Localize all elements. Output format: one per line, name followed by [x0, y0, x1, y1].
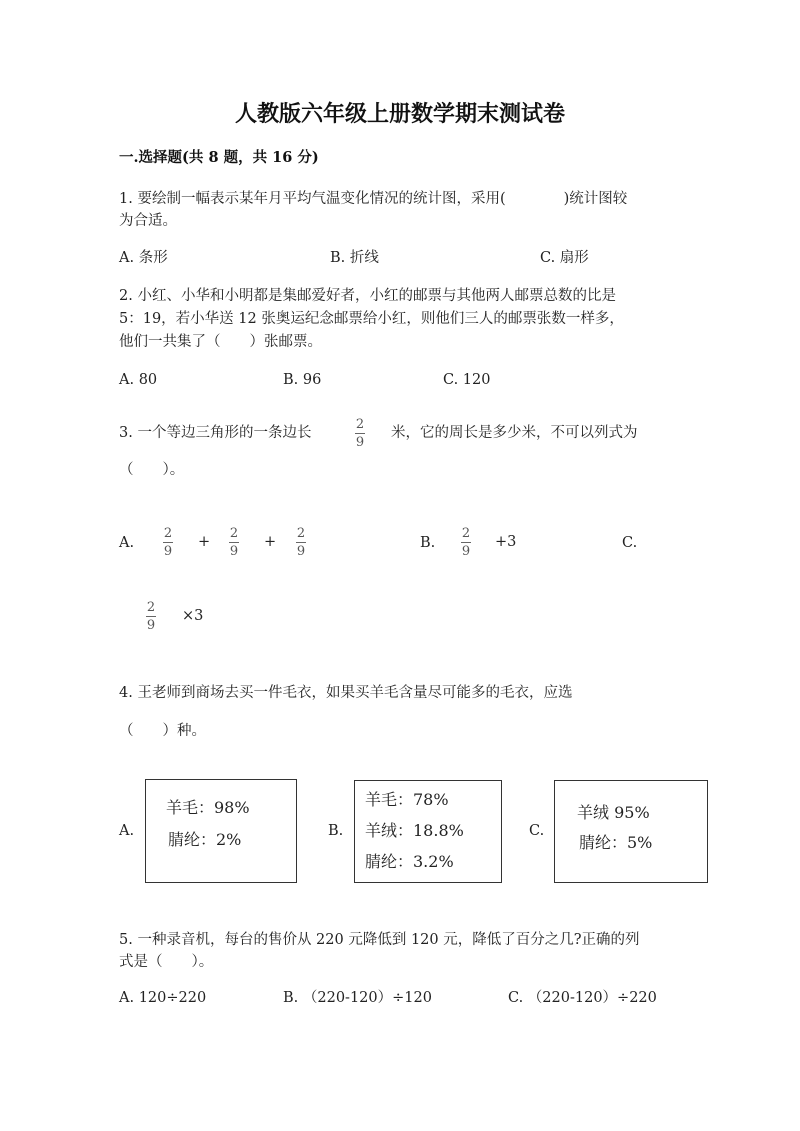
fraction: 2 9 — [296, 526, 306, 559]
fraction: 2 9 — [355, 417, 365, 450]
q4-option-c-box — [554, 780, 708, 883]
page-title: 人教版六年级上册数学期末测试卷 — [234, 101, 565, 127]
q2-option-a: A. 80 — [119, 372, 158, 388]
box-line: 羊绒：18.8% — [365, 821, 464, 840]
q3-option-c-tail: ×3 — [182, 608, 204, 624]
q2-option-b: B. 96 — [283, 372, 322, 388]
fraction: 2 9 — [229, 526, 239, 559]
q5-text: 式是（ ）。 — [119, 954, 214, 970]
q4-option-b-label: B. — [328, 823, 344, 839]
q4-option-a-label: A. — [119, 823, 135, 839]
box-line: 腈纶：2% — [168, 830, 242, 849]
q1-text: 为合适。 — [119, 213, 177, 229]
box-line: 羊绒 95% — [577, 803, 650, 822]
q1-option-a: A. 条形 — [119, 250, 168, 266]
q3-text: （ ）。 — [119, 462, 185, 478]
q2-text: 5：19，若小华送 12 张奥运纪念邮票给小红，则他们三人的邮票张数一样多， — [119, 311, 624, 327]
q3-option-a-label: A. — [119, 535, 135, 551]
plus-sign: + — [264, 534, 277, 550]
box-line: 腈纶：5% — [579, 833, 653, 852]
q4-text: （ ）种。 — [119, 723, 206, 739]
q2-text: 他们一共集了（ ）张邮票。 — [119, 334, 322, 350]
q3-text: 3. 一个等边三角形的一条边长 — [119, 425, 312, 441]
q3-option-c-label: C. — [622, 535, 638, 551]
box-line: 羊毛：78% — [365, 790, 449, 809]
q4-option-c-label: C. — [529, 823, 545, 839]
q2-text: 2. 小红、小华和小明都是集邮爱好者，小红的邮票与其他两人邮票总数的比是 — [119, 288, 616, 304]
fraction: 2 9 — [146, 600, 156, 633]
q3-option-b-label: B. — [420, 535, 436, 551]
box-line: 腈纶：3.2% — [365, 852, 454, 871]
q1-text: 1. 要绘制一幅表示某年月平均气温变化情况的统计图，采用( )统计图较 — [119, 191, 628, 207]
q4-option-a-box — [145, 779, 297, 883]
q4-option-b-box — [354, 780, 502, 883]
q5-option-b: B. （220-120）÷120 — [283, 990, 432, 1006]
q5-option-a: A. 120÷220 — [119, 990, 207, 1006]
q5-option-c: C. （220-120）÷220 — [508, 990, 657, 1006]
q2-option-c: C. 120 — [443, 372, 491, 388]
fraction: 2 9 — [461, 526, 471, 559]
q5-text: 5. 一种录音机，每台的售价从 220 元降低到 120 元，降低了百分之几?正确的列 — [119, 932, 640, 948]
fraction: 2 9 — [163, 526, 173, 559]
q1-option-c: C. 扇形 — [540, 250, 589, 266]
q3-option-b-tail: +3 — [495, 534, 517, 550]
q3-text: 米，它的周长是多少米，不可以列式为 — [391, 425, 638, 441]
plus-sign: + — [198, 534, 211, 550]
section-heading: 一.选择题(共 8 题，共 16 分) — [119, 149, 319, 166]
q1-option-b: B. 折线 — [330, 250, 379, 266]
box-line: 羊毛：98% — [166, 798, 250, 817]
q4-text: 4. 王老师到商场去买一件毛衣，如果买羊毛含量尽可能多的毛衣，应选 — [119, 685, 573, 701]
